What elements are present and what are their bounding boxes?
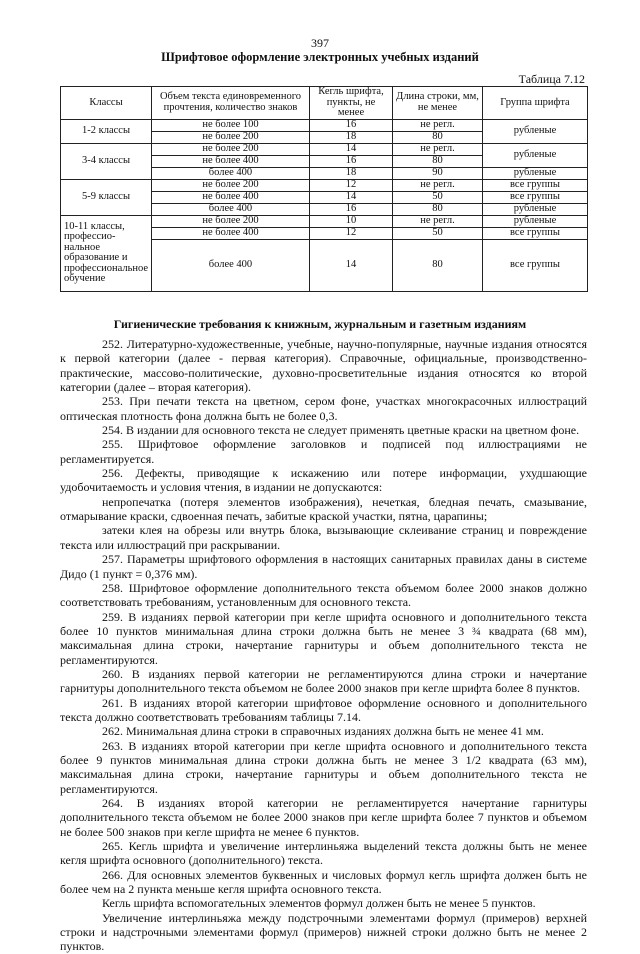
paragraph: 253. При печати текста на цветном, сером фоне, участках многокрасочных иллюстраций оптическая плотность фона должна быть не более 0,3.: [60, 394, 587, 423]
length-cell: 80: [393, 155, 483, 167]
font-cell: рубленые: [483, 167, 588, 179]
volume-cell: не более 400: [152, 155, 310, 167]
column-header: Классы: [61, 87, 152, 120]
volume-cell: не более 400: [152, 191, 310, 203]
font-cell: все группы: [483, 179, 588, 191]
volume-cell: более 400: [152, 203, 310, 215]
volume-cell: не более 200: [152, 143, 310, 155]
paragraph: 256. Дефекты, приводящие к искажению или потере информации, ухудшающие удобочитаемость и условия чтения, в издании не допускаются:: [60, 466, 587, 495]
volume-cell: не более 200: [152, 215, 310, 227]
size-cell: 16: [310, 155, 393, 167]
paragraph: 259. В изданиях первой категории при кегле шрифта основного и дополнительного текста более 10 пунктов минимальная длина строки должна быть не менее 3 ¾ квадрата (68 мм), максимальная длина строки, начертание гарнитуры и объем дополнительного текста не регламентируются.: [60, 609, 587, 667]
font-cell: все группы: [483, 239, 588, 291]
class-cell: 5-9 классы: [61, 179, 152, 215]
paragraph: 264. В изданиях второй категории не регламентируется начертание гарнитуры дополнительного текста объемом не более 2000 знаков при кегле шрифта более 7 пунктов и объемом не более 500 знаков при кегле шрифта не менее 6 пунктов.: [60, 796, 587, 839]
class-line: 10-11 классы,: [64, 220, 125, 232]
page-title: Шрифтовое оформление электронных учебных изданий: [161, 50, 479, 64]
volume-cell: не более 200: [152, 179, 310, 191]
size-cell: 10: [310, 215, 393, 227]
column-header: Группа шрифта: [483, 87, 588, 120]
class-line: профессиональное: [64, 262, 149, 274]
class-line: нальное: [64, 241, 101, 253]
page-number: 397: [311, 36, 329, 50]
column-header: Длина строки, мм, не менее: [393, 87, 483, 120]
paragraph: 255. Шрифтовое оформление заголовков и подписей под иллюстрациями не регламентируется.: [60, 437, 587, 466]
length-cell: 50: [393, 191, 483, 203]
font-cell: рубленые: [483, 203, 588, 215]
size-cell: 16: [310, 119, 393, 131]
paragraph: 258. Шрифтовое оформление дополнительного текста объемом более 2000 знаков должно соответствовать требованиям, установленным для основного текста.: [60, 580, 587, 610]
size-cell: 12: [310, 179, 393, 191]
class-line: профессио-: [64, 231, 116, 242]
body-text: [60, 337, 587, 954]
length-cell: 50: [393, 227, 483, 239]
paragraph: 263. В изданиях второй категории при кегле шрифта основного и дополнительного текста более 9 пунктов минимальная длина строки должна быть не менее 3 1/2 квадрата (63 мм), максимальная длина строки, начертание гарнитуры и объем дополнительного текста не регламентируются.: [60, 738, 587, 796]
size-cell: 14: [310, 239, 393, 291]
paragraph: 262. Минимальная длина строки в справочных изданиях должна быть не менее 41 мм.: [102, 724, 544, 739]
paragraph: 257. Параметры шрифтового оформления в настоящих санитарных правилах даны в системе Дидо (1 пункт = 0,376 мм).: [60, 552, 587, 581]
length-cell: не регл.: [393, 143, 483, 155]
paragraph: 254. В издании для основного текста не следует применять цветные краски на цветном фоне.: [102, 423, 580, 438]
paragraph: Увеличение интерлиньяжа между подстрочными элементами формул (примеров) верхней строки и надстрочными элементами формул (примеров) нижней строки должно быть не менее 2 пунктов.: [60, 910, 587, 954]
font-cell: все группы: [483, 227, 588, 239]
class-cell: 3-4 классы: [61, 143, 152, 179]
paragraph: затеки клея на обрезы или внутрь блока, вызывающие склеивание страниц и повреждение текста или иллюстраций при раскрывании.: [60, 523, 587, 552]
size-cell: 14: [310, 191, 393, 203]
class-line: обучение: [64, 273, 106, 284]
length-cell: не регл.: [393, 215, 483, 227]
section-heading: Гигиенические требования к книжным, журнальным и газетным изданиям: [113, 317, 527, 331]
paragraph: 261. В изданиях второй категории шрифтовое оформление основного и дополнительного текста должно соответствовать требованиям таблицы 7.14.: [60, 695, 587, 724]
table-row: [61, 179, 588, 191]
volume-cell: не более 100: [152, 119, 310, 131]
length-cell: 80: [393, 203, 483, 215]
paragraph: 252. Литературно-художественные, учебные, научно-популярные, научные издания относятся к первой категории (далее - первая категория). Справочные, официальные, производственно-практические, массово-политические, духовно-просветительные издания относятся ко второй категории (далее – вторая категория).: [60, 337, 587, 395]
table-row: [61, 215, 588, 227]
table-row: [61, 119, 588, 131]
size-cell: 14: [310, 143, 393, 155]
length-cell: 80: [393, 131, 483, 143]
size-cell: 18: [310, 167, 393, 179]
font-cell: рубленые: [483, 215, 588, 227]
class-line: образование и: [64, 252, 128, 263]
volume-cell: более 400: [152, 239, 310, 291]
font-cell: рубленые: [483, 143, 588, 167]
paragraph: Кегль шрифта вспомогательных элементов формул должен быть не менее 5 пунктов.: [102, 896, 536, 911]
length-cell: 80: [393, 239, 483, 291]
paragraph: 265. Кегль шрифта и увеличение интерлиньяжа выделений текста должны быть не менее кегля шрифта основного (дополнительного) текста.: [60, 839, 587, 868]
table-label: Таблица 7.12: [518, 72, 585, 86]
font-cell: все группы: [483, 191, 588, 203]
class-cell: [61, 215, 152, 291]
size-cell: 16: [310, 203, 393, 215]
volume-cell: не более 400: [152, 227, 310, 239]
length-cell: не регл.: [393, 179, 483, 191]
volume-cell: более 400: [152, 167, 310, 179]
class-cell: 1-2 классы: [61, 119, 152, 143]
table-header-row: [61, 87, 588, 120]
table-row: [61, 143, 588, 155]
size-cell: 12: [310, 227, 393, 239]
paragraph: 266. Для основных элементов буквенных и числовых формул кегль шрифта должен быть не более чем на 2 пункта меньше кегля шрифта основного текста.: [60, 867, 587, 897]
font-cell: рубленые: [483, 119, 588, 143]
font-requirements-table: [60, 86, 588, 292]
column-header: Объем текста единовременного прочтения, количество знаков: [152, 87, 310, 120]
paragraph: 260. В изданиях первой категории не регламентируются длина строки и начертание гарнитуры дополнительного текста объемом не более 2000 знаков при кегле шрифта более 8 пунктов.: [60, 666, 587, 696]
paragraph: непропечатка (потеря элементов изображения), нечеткая, бледная печать, смазывание, отмарывание краски, сдвоенная печать, забитые краской участки, пятна, царапины;: [60, 494, 587, 524]
size-cell: 18: [310, 131, 393, 143]
length-cell: 90: [393, 167, 483, 179]
volume-cell: не более 200: [152, 131, 310, 143]
length-cell: не регл.: [393, 119, 483, 131]
column-header: Кегль шрифта, пункты, не менее: [310, 87, 393, 120]
